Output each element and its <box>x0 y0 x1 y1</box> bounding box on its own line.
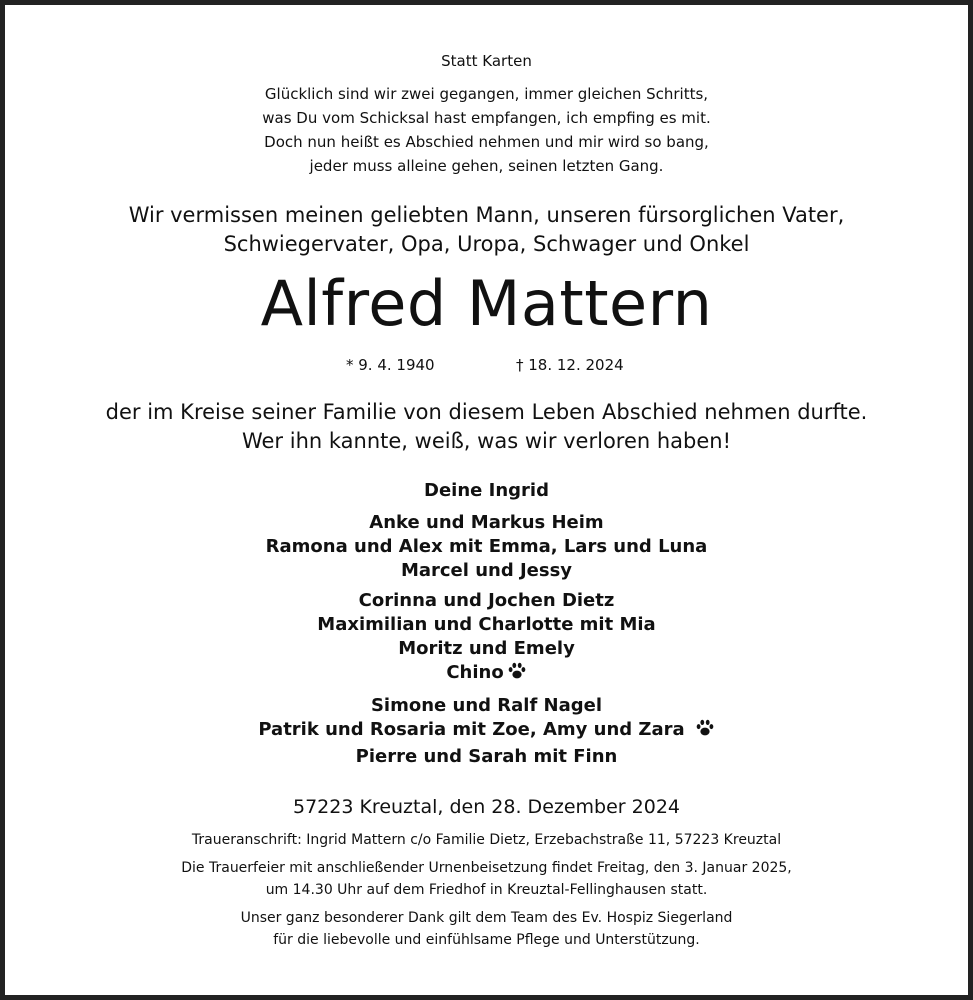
place-and-date: 57223 Kreuztal, den 28. Dezember 2024 <box>292 796 681 818</box>
funeral-details <box>5 829 968 957</box>
thanks-line: für die liebevolle und einfühlsame Pflege und Unterstützung. <box>273 932 700 948</box>
mourner-line: Corinna und Jochen Dietz <box>358 590 615 611</box>
paw-icon <box>507 661 527 688</box>
death-date: † 18. 12. 2024 <box>516 356 624 374</box>
farewell-line: Wer ihn kannte, weiß, was wir verloren haben! <box>241 429 732 453</box>
mourner-line: Ramona und Alex mit Emma, Lars und Luna <box>265 536 708 557</box>
life-dates <box>5 354 968 376</box>
statt-karten-text: Statt Karten <box>441 52 532 70</box>
deceased-name: Alfred Mattern <box>260 267 713 340</box>
ceremony-line: Die Trauerfeier mit anschließender Urnenbeisetzung findet Freitag, den 3. Januar 2025, <box>181 860 792 876</box>
poem-line: was Du vom Schicksal hast empfangen, ich empfing es mit. <box>262 109 711 127</box>
family-group-nagel <box>5 694 968 769</box>
farewell-text <box>5 398 968 456</box>
mourner-line: Anke und Markus Heim <box>369 512 604 533</box>
poem <box>5 82 968 178</box>
spouse-group <box>5 479 968 503</box>
birth-date: * 9. 4. 1940 <box>346 356 435 374</box>
pet-name: Chino <box>446 662 504 683</box>
mourner-line-zara <box>5 718 968 745</box>
thanks-note <box>5 907 968 951</box>
poem-line: Doch nun heißt es Abschied nehmen und mir wird so bang, <box>264 133 709 151</box>
statt-karten-header <box>5 51 968 71</box>
mourner-line: Maximilian und Charlotte mit Mia <box>317 614 656 635</box>
mourner-line: Moritz und Emely <box>398 638 575 659</box>
intro-text <box>5 201 968 259</box>
mourner-line: Marcel und Jessy <box>400 560 573 581</box>
intro-line: Schwiegervater, Opa, Uropa, Schwager und Onkel <box>223 232 750 256</box>
spouse-name: Deine Ingrid <box>424 480 549 501</box>
ceremony-info <box>5 857 968 901</box>
family-group-dietz <box>5 589 968 688</box>
paw-icon <box>695 718 715 745</box>
intro-line: Wir vermissen meinen geliebten Mann, unseren fürsorglichen Vater, <box>128 203 845 227</box>
mourner-line: Pierre und Sarah mit Finn <box>355 746 618 767</box>
poem-line: jeder muss alleine gehen, seinen letzten Gang. <box>309 157 664 175</box>
mourner-line-chino <box>5 661 968 688</box>
address-line: Traueranschrift: Ingrid Mattern c/o Familie Dietz, Erzebachstraße 11, 57223 Kreuztal <box>191 832 782 848</box>
thanks-line: Unser ganz besonderer Dank gilt dem Team des Ev. Hospiz Siegerland <box>240 910 733 926</box>
mourning-address <box>5 829 968 851</box>
ceremony-line: um 14.30 Uhr auf dem Friedhof in Kreuztal-Fellinghausen statt. <box>265 882 708 898</box>
poem-line: Glücklich sind wir zwei gegangen, immer gleichen Schritts, <box>264 85 709 103</box>
family-group-heim <box>5 511 968 583</box>
mourner-text: Patrik und Rosaria mit Zoe, Amy und Zara <box>258 719 685 740</box>
mourner-line: Simone und Ralf Nagel <box>370 695 603 716</box>
mourners-list <box>5 479 968 775</box>
farewell-line: der im Kreise seiner Familie von diesem Leben Abschied nehmen durfte. <box>105 400 868 424</box>
